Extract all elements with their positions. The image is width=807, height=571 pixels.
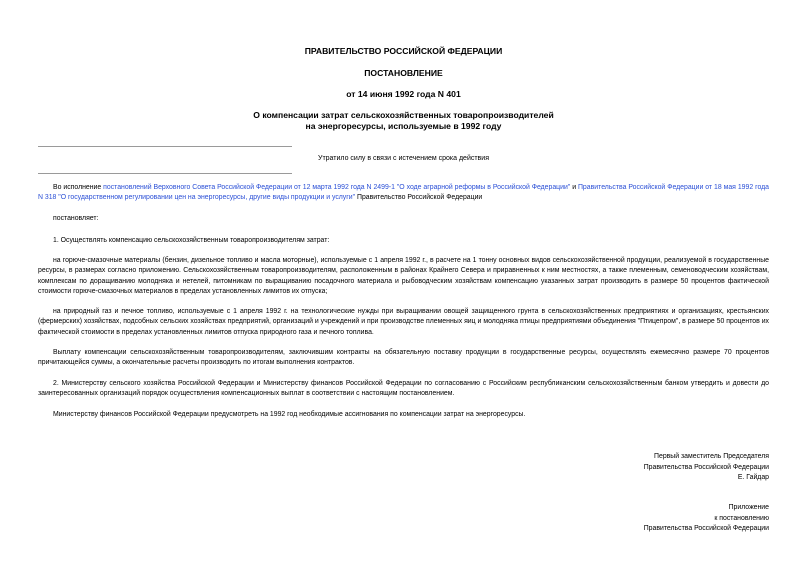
divider-top: [38, 146, 292, 147]
paragraph-gas: на природный газ и печное топливо, используемые с 1 апреля 1992 г. на технологические нужды при выращивании овощей защищенного грунта в сельскохозяйственных предприятиях и организациях, крестьянских (фермерских) хозяйствах, подсобных сельских хозяйствах предприятий, организаций и учреждений и при производстве племенных яиц и молодняка птицы предприятиями объединения "Птицепром", в размере 50 процентов их фактической стоимости в пределах установленных лимитов отпуска природного газа и печного топлива.: [38, 308, 769, 336]
appendix-ref: к постановлению: [714, 514, 769, 522]
document-date: от 14 июня 1992 года N 401: [346, 89, 461, 99]
intro-paragraph: [38, 183, 769, 204]
item-1-heading: 1. Осуществлять компенсацию сельскохозяйственным товаропроизводителям затрат:: [53, 237, 330, 244]
document-title: [0, 110, 807, 132]
intro-text-1: Во исполнение: [53, 184, 104, 191]
paragraph-finance: Министерству финансов Российской Федерации предусмотреть на 1992 год необходимые ассигнования по компенсации затрат на энергоресурсы.: [53, 411, 526, 418]
signature-name: Е. Гайдар: [737, 474, 769, 481]
intro-text-3: Правительство Российской Федерации: [355, 194, 483, 202]
paragraph-item-2: 2. Министерству сельского хозяйства Российской Федерации и Министерству финансов Российской Федерации по согласованию с Российским республиканским сельскохозяйственным банком утвердить и довести до заинтересованных организаций порядок осуществления компенсационных выплат в соответствии с настоящим постановлением.: [38, 380, 769, 398]
status-note: Утратило силу в связи с истечением срока действия: [318, 155, 489, 162]
government-heading: ПРАВИТЕЛЬСТВО РОССИЙСКОЙ ФЕДЕРАЦИИ: [304, 46, 503, 56]
document-type: ПОСТАНОВЛЕНИЕ: [364, 68, 443, 78]
title-line-1: О компенсации затрат сельскохозяйственных товаропроизводителей: [253, 110, 554, 120]
decree-word: постановляет:: [53, 215, 99, 222]
paragraph-fuel: на горюче-смазочные материалы (бензин, дизельное топливо и масла моторные), используемые с 1 апреля 1992 г., в расчете на 1 тонну основных видов сельскохозяйственной продукции, реализуемой в государственные ресурсы, в размерах согласно приложению. Сельскохозяйственным товаропроизводителям, расположенным в районах Крайнего Севера и приравненных к ним местностях, а также племенным, семеноводческим хозяйствам, комплексам по доращиванию молодняка и нетелей, питомникам по выращиванию посадочного материала и рыбоводческим хозяйствам компенсацию указанных затрат производить в размере 50 процентов фактической стоимости горюче-смазочных материалов в пределах установленных лимитов их отпуска;: [38, 257, 769, 295]
signature-block: [644, 452, 769, 484]
intro-text-2: и: [570, 184, 578, 191]
signature-position: Первый заместитель Председателя: [654, 453, 769, 460]
signature-government: Правительства Российской Федерации: [643, 463, 769, 471]
title-line-2: на энергоресурсы, используемые в 1992 году: [305, 121, 502, 131]
link-government-resolution[interactable]: Правительства Российской Федерации от 18 мая 1992 года N 318 "О государственном регулировании цен на энергоресурсы, другие виды продукции и услуги": [38, 184, 769, 202]
appendix-block: [644, 503, 769, 535]
link-supreme-council-resolution[interactable]: постановлений Верховного Совета Российской Федерации от 12 марта 1992 года N 2499-1 "О ходе аграрной реформы в Российской Федерации": [103, 184, 571, 191]
paragraph-payment: Выплату компенсации сельскохозяйственным товаропроизводителям, заключившим контракты на обязательную поставку продукции в государственные ресурсы, осуществлять ежемесячно размере 70 процентов причитающейся суммы, а окончательные расчеты производить по итогам выполнения контрактов.: [38, 349, 769, 367]
divider-bottom: [38, 173, 292, 174]
appendix-title: Приложение: [728, 504, 769, 511]
appendix-government: Правительства Российской Федерации: [643, 525, 769, 532]
